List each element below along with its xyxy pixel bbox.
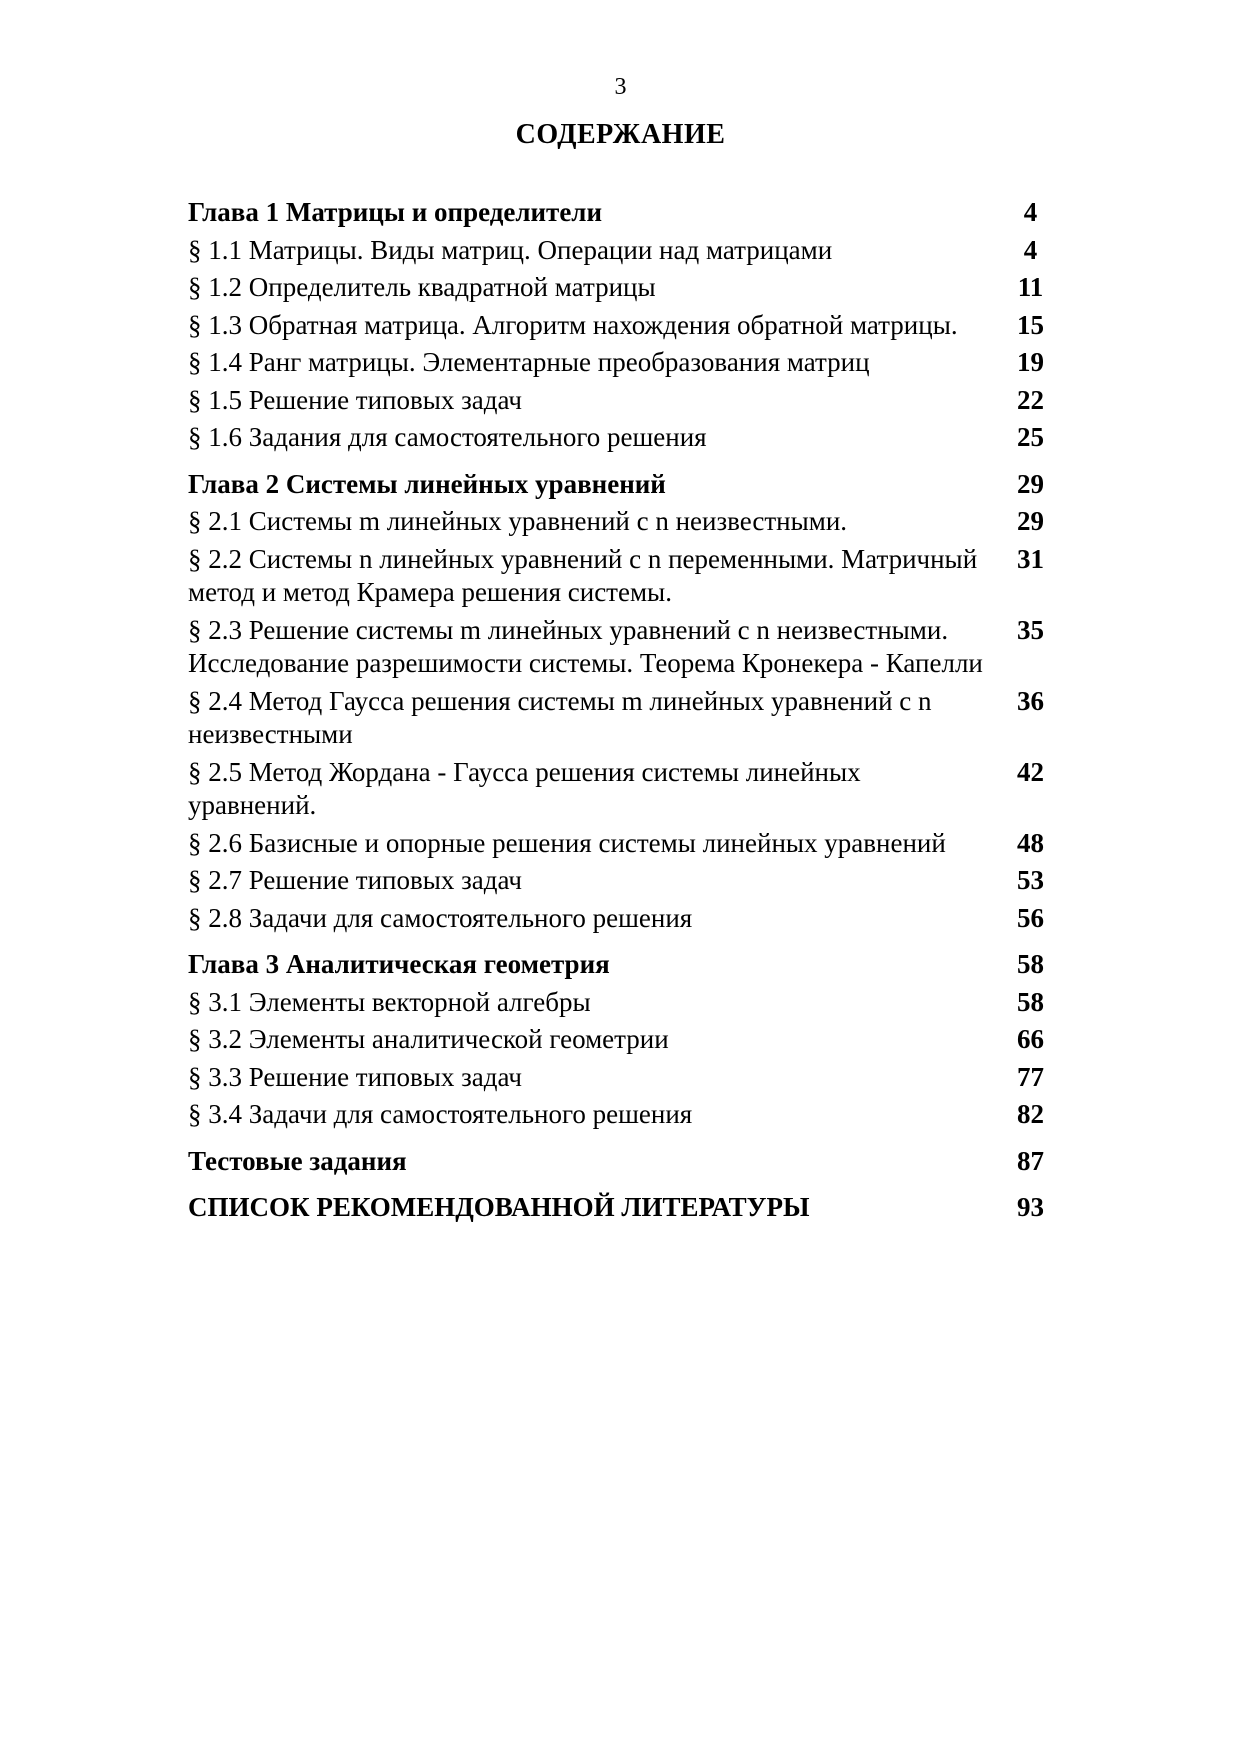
toc-entry-page: 58: [1017, 949, 1044, 979]
table-of-contents: [188, 196, 1058, 1238]
toc-entry-page: 87: [1017, 1145, 1044, 1176]
toc-entry-page: 22: [1017, 384, 1044, 415]
toc-entry-page: 56: [1017, 902, 1044, 933]
toc-tests-entry[interactable]: [188, 1145, 1058, 1179]
toc-entry-label: § 2.7 Решение типовых задач: [188, 865, 523, 895]
toc-entry-label: § 3.4 Задачи для самостоятельного решения: [188, 1099, 693, 1129]
toc-entry-page: 42: [1017, 756, 1044, 787]
toc-section[interactable]: [188, 685, 1058, 752]
page-number: 3: [614, 74, 627, 100]
toc-section[interactable]: [188, 902, 1058, 936]
toc-entry-page: 77: [1017, 1061, 1044, 1092]
toc-section[interactable]: [188, 543, 1058, 610]
toc-entry-page: 36: [1017, 685, 1044, 716]
toc-entry-page: 15: [1017, 309, 1044, 340]
toc-section[interactable]: [188, 827, 1058, 861]
toc-section[interactable]: [188, 234, 1058, 268]
toc-entry-label: СПИСОК РЕКОМЕНДОВАННОЙ ЛИТЕРАТУРЫ: [188, 1192, 810, 1222]
toc-section[interactable]: [188, 271, 1058, 305]
toc-entry-page: 93: [1017, 1192, 1044, 1222]
bibliography-block: [188, 1191, 1058, 1225]
toc-entry-page: 53: [1017, 865, 1044, 895]
toc-entry-label: § 1.5 Решение типовых задач: [188, 384, 523, 415]
toc-entry-label: § 1.2 Определитель квадратной матрицы: [188, 272, 656, 302]
toc-section[interactable]: [188, 421, 1058, 455]
toc-entry-page: 29: [1017, 506, 1044, 536]
toc-entry-page: 11: [1017, 272, 1044, 302]
toc-section[interactable]: [188, 384, 1058, 418]
toc-chapter-heading[interactable]: [188, 948, 1058, 982]
toc-entry-page: 19: [1017, 347, 1044, 377]
toc-entry-page: 66: [1017, 1024, 1044, 1054]
toc-entry-label: § 2.5 Метод Жордана - Гаусса решения системы линейных уравнений.: [188, 756, 861, 820]
toc-section[interactable]: [188, 986, 1058, 1020]
toc-entry-label: § 2.8 Задачи для самостоятельного решения: [188, 902, 693, 933]
toc-section[interactable]: [188, 505, 1058, 539]
tests-block: [188, 1145, 1058, 1179]
toc-section[interactable]: [188, 1061, 1058, 1095]
toc-section[interactable]: [188, 756, 1058, 823]
toc-entry-label: § 3.2 Элементы аналитической геометрии: [188, 1024, 669, 1054]
toc-section[interactable]: [188, 1023, 1058, 1057]
toc-entry-page: 82: [1017, 1099, 1044, 1129]
chapter-3: [188, 948, 1058, 1132]
toc-section[interactable]: [188, 346, 1058, 380]
toc-entry-label: § 2.6 Базисные и опорные решения системы линейных уравнений: [188, 827, 946, 858]
toc-entry-label: § 3.3 Решение типовых задач: [188, 1061, 523, 1092]
toc-entry-label: § 1.6 Задания для самостоятельного решения: [188, 422, 707, 452]
toc-entry-label: § 2.2 Системы n линейных уравнений с n переменными. Матричный метод и метод Крамера решения системы.: [188, 543, 978, 607]
toc-entry-label: § 3.1 Элементы векторной алгебры: [188, 986, 591, 1017]
toc-entry-page: 4: [1023, 234, 1038, 265]
toc-entry-page: 48: [1017, 827, 1044, 858]
toc-entry-label: Глава 1 Матрицы и определители: [188, 197, 603, 227]
toc-entry-label: Глава 3 Аналитическая геометрия: [188, 949, 610, 979]
toc-entry-page: 4: [1023, 197, 1038, 227]
chapter-2: [188, 468, 1058, 936]
toc-section[interactable]: [188, 1098, 1058, 1132]
toc-entry-label: Глава 2 Системы линейных уравнений: [188, 468, 666, 499]
toc-section[interactable]: [188, 309, 1058, 343]
toc-entry-label: Тестовые задания: [188, 1145, 407, 1176]
toc-section[interactable]: [188, 614, 1058, 681]
toc-chapter-heading[interactable]: [188, 468, 1058, 502]
toc-section[interactable]: [188, 864, 1058, 898]
chapter-1: [188, 196, 1058, 455]
toc-entry-page: 31: [1017, 543, 1044, 574]
toc-entry-label: § 1.3 Обратная матрица. Алгоритм нахождения обратной матрицы.: [188, 309, 958, 340]
toc-entry-page: 35: [1017, 614, 1044, 645]
toc-chapter-heading[interactable]: [188, 196, 1058, 230]
toc-entry-label: § 2.3 Решение системы m линейных уравнений с n неизвестными. Исследование разрешимости системы. Теорема Кронекера - Капелли: [188, 614, 983, 678]
toc-entry-page: 29: [1017, 468, 1044, 499]
toc-entry-page: 58: [1017, 986, 1044, 1017]
toc-entry-label: § 1.4 Ранг матрицы. Элементарные преобразования матриц: [188, 347, 870, 377]
page-title: СОДЕРЖАНИЕ: [515, 119, 726, 150]
toc-entry-page: 25: [1017, 422, 1044, 452]
toc-entry-label: § 2.1 Системы m линейных уравнений с n неизвестными.: [188, 506, 848, 536]
toc-bibliography-entry[interactable]: [188, 1191, 1058, 1225]
toc-entry-label: § 1.1 Матрицы. Виды матриц. Операции над матрицами: [188, 234, 833, 265]
toc-entry-label: § 2.4 Метод Гаусса решения системы m линейных уравнений с n неизвестными: [188, 685, 932, 749]
